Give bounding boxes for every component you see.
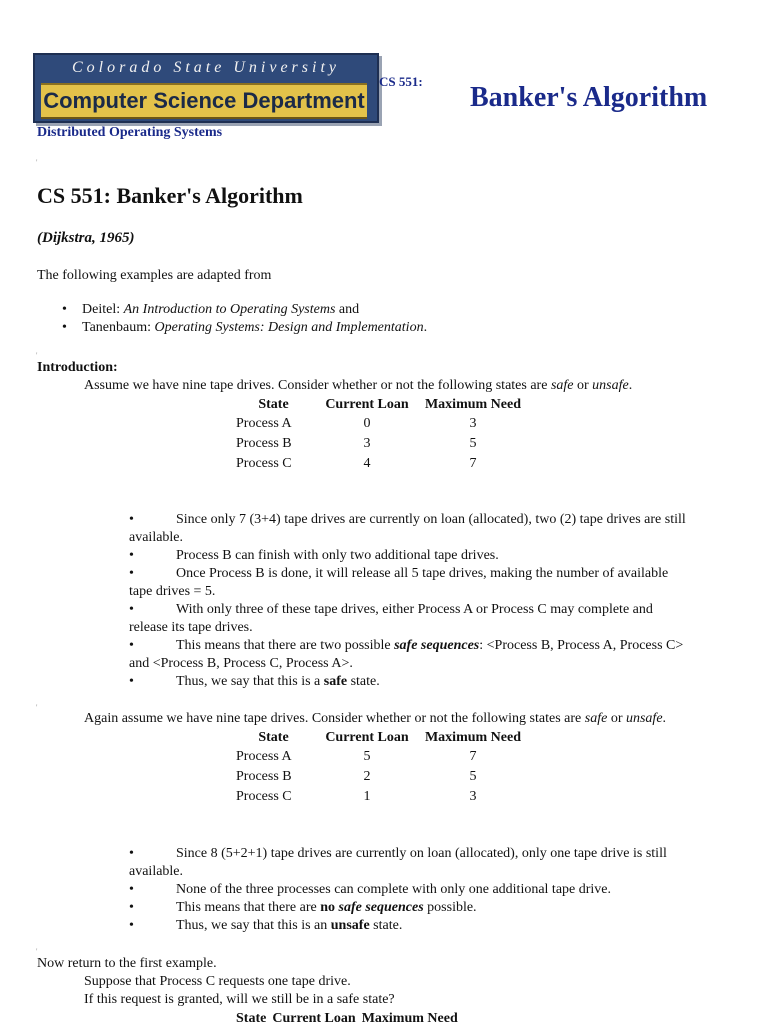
author-citation: (Dijkstra, 1965) <box>37 230 135 246</box>
table-row: Process B 2 5 <box>236 769 477 784</box>
sources-list <box>62 301 427 337</box>
example3-table-header <box>233 1009 461 1028</box>
granted-question: If this request is granted, will we still be in a safe state? <box>84 992 395 1007</box>
divider-mark: ' <box>36 351 38 360</box>
table-row: Process A 5 7 <box>236 749 477 764</box>
table-row: Process A 0 3 <box>236 416 477 431</box>
list-item: • This means that there are no safe sequences possible. <box>129 900 477 915</box>
col-header-state: State <box>258 729 289 745</box>
col-header-maximum-need: Maximum Need <box>424 729 522 745</box>
main-heading: CS 551: Banker's Algorithm <box>37 183 303 208</box>
list-item: • Since only 7 (3+4) tape drives are currently on loan (allocated), two (2) tape drives are still <box>129 512 686 527</box>
example1-analysis-list <box>129 511 729 691</box>
table-row: Process C 1 3 <box>236 789 477 804</box>
list-item: • Thus, we say that this is an unsafe state. <box>129 918 403 933</box>
example2-table <box>233 728 526 807</box>
course-short-label: CS 551: <box>379 74 423 89</box>
divider-mark: ' <box>36 703 38 712</box>
table-row: Process B 3 5 <box>236 436 477 451</box>
logo-department-name: Computer Science Department <box>41 83 367 119</box>
page-title: Banker's Algorithm <box>470 82 708 113</box>
csu-cs-department-logo[interactable] <box>33 53 379 123</box>
list-item-continuation: tape drives = 5. <box>129 584 216 599</box>
col-header-maximum-need: Maximum Need <box>424 396 522 412</box>
divider-mark: ' <box>36 158 38 167</box>
list-item: • Thus, we say that this is a safe state. <box>129 674 380 689</box>
course-name-link[interactable]: Distributed Operating Systems <box>37 125 223 140</box>
col-header-state: State <box>258 396 289 412</box>
source-item: • Tanenbaum: Operating Systems: Design and Implementation. <box>62 319 427 337</box>
list-item: • Once Process B is done, it will release all 5 tape drives, making the number of available <box>129 566 669 581</box>
col-header-current-loan: Current Loan <box>325 729 409 745</box>
list-item-continuation: release its tape drives. <box>129 620 253 635</box>
source-item: • Deitel: An Introduction to Operating Systems and <box>62 301 427 319</box>
example1-prompt: Assume we have nine tape drives. Consider whether or not the following states are safe or unsafe. <box>84 378 633 393</box>
col-header-maximum-need: Maximum Need <box>361 1010 458 1026</box>
table-row: Process C 4 7 <box>236 456 477 471</box>
col-header-current-loan: Current Loan <box>325 396 409 412</box>
divider-mark: ' <box>36 947 38 956</box>
list-item: • Process B can finish with only two additional tape drives. <box>129 548 499 563</box>
suppose-sentence: Suppose that Process C requests one tape drive. <box>84 974 351 989</box>
list-item: • This means that there are two possible safe sequences: <Process B, Process A, Process C> <box>129 638 684 653</box>
col-header-state: State <box>236 1010 267 1026</box>
col-header-current-loan: Current Loan <box>272 1010 356 1026</box>
example2-prompt: Again assume we have nine tape drives. Consider whether or not the following states are safe or unsafe. <box>84 711 667 726</box>
list-item-continuation: available. <box>129 864 184 879</box>
list-item-continuation: available. <box>129 530 184 545</box>
logo-university-name: Colorado State University <box>72 59 340 76</box>
example1-table <box>233 395 526 474</box>
list-item-continuation: and <Process B, Process C, Process A>. <box>129 656 353 671</box>
list-item: • Since 8 (5+2+1) tape drives are currently on loan (allocated), only one tape drive is still <box>129 846 667 861</box>
list-item: • With only three of these tape drives, either Process A or Process C may complete and <box>129 602 653 617</box>
introduction-label: Introduction: <box>37 360 118 375</box>
intro-sentence: The following examples are adapted from <box>37 268 272 283</box>
list-item: • None of the three processes can complete with only one additional tape drive. <box>129 882 612 897</box>
return-sentence: Now return to the first example. <box>37 956 217 971</box>
example2-analysis-list <box>129 845 729 935</box>
